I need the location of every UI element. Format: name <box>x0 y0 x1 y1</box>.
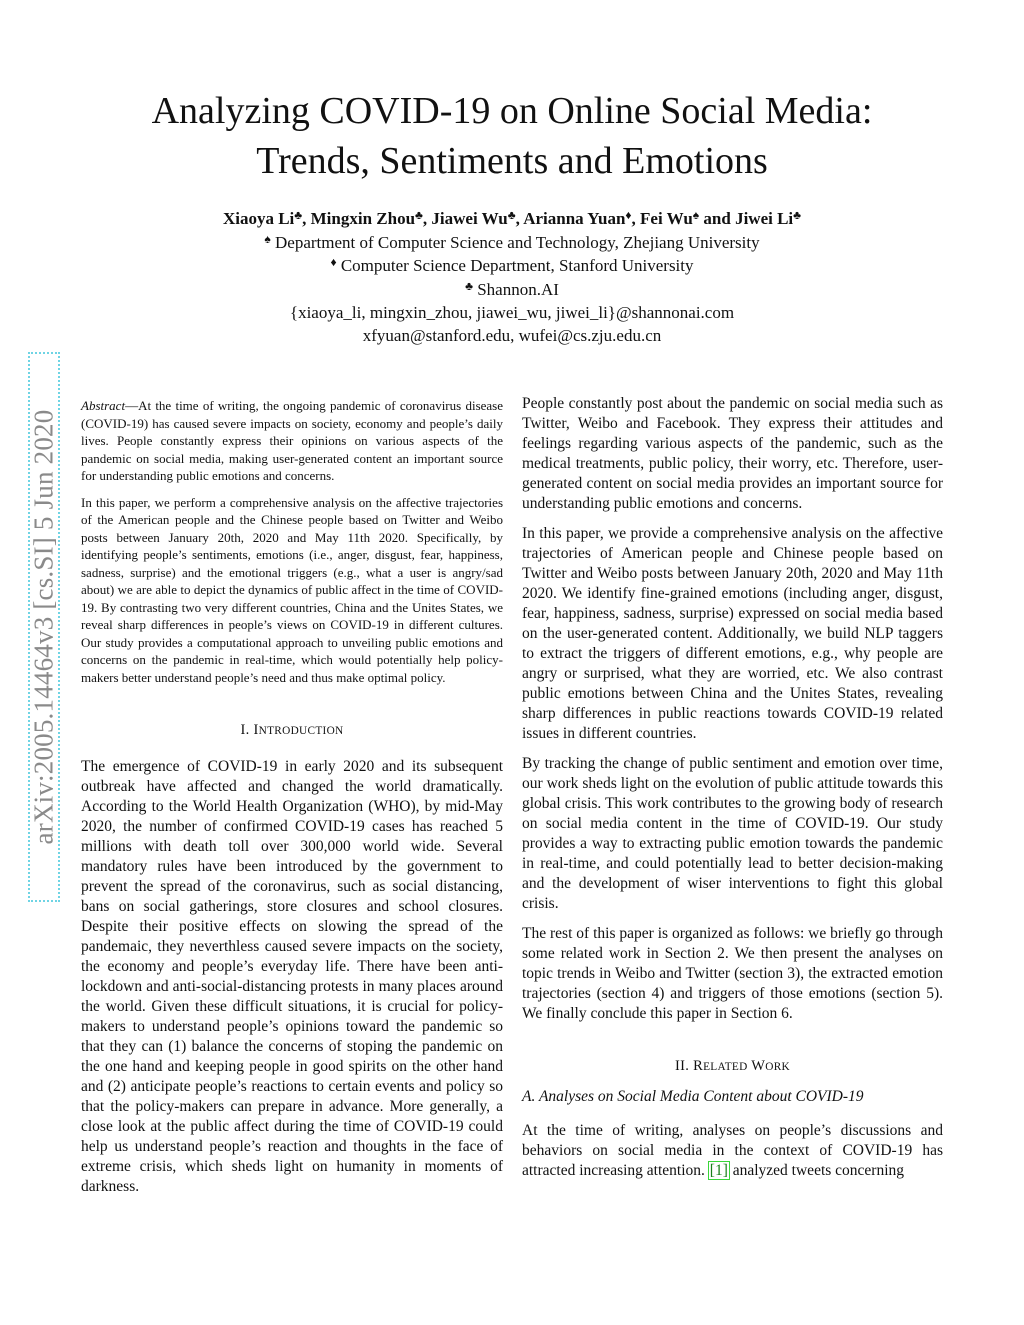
right-column <box>522 394 943 1181</box>
section-heading-related-work: II. RELATED WORK <box>674 1058 790 1074</box>
author-names: Xiaoya Li♣, Mingxin Zhou♣, Jiawei Wu♣, Arianna Yuan♦, Fei Wu♠ and Jiwei Li♣ <box>222 208 802 228</box>
affiliation-mark-icon: ♦ <box>330 255 337 270</box>
author-name: Mingxin Zhou <box>310 209 416 228</box>
author-block <box>0 208 1024 348</box>
email-line: xfyuan@stanford.edu, wufei@cs.zju.edu.cn <box>362 325 662 345</box>
arxiv-stamp <box>28 352 60 902</box>
abstract <box>81 397 503 686</box>
affiliation-line: ♦ Computer Science Department, Stanford University <box>330 255 694 276</box>
subsection-heading: A. Analyses on Social Media Content about COVID-19 <box>522 1088 864 1105</box>
affiliation-mark-icon: ♣ <box>793 208 802 222</box>
abstract-paragraph: In this paper, we perform a comprehensive analysis on the affective trajectories of the American people and the Chinese people based on Twitter and Weibo posts between January 20th, 2020 and May 11th 2020. Specifically, by identifying people’s sentiments, emotions (i.e., anger, disgust, fear, happiness, sadness, surprise) and the emotional triggers (e.g., what a user is angry/sad about) we are able to depict the dynamics of public affect in the time of COVID-19. By contrasting two very different countries, China and the Unites States, we reveal sharp differences in people’s views on COVID-19 in different cultures. Our study provides a computational approach to unveiling public emotions and concerns on the pandemic in real-time, which would potentially help policy-makers better understand people’s need and thus make optimal policy. <box>81 494 503 685</box>
citation-link[interactable]: [1] <box>709 1162 728 1179</box>
body-paragraph: By tracking the change of public sentiment and emotion over time, our work sheds light on the evolution of public attitude towards this global crisis. This work contributes to the growing body of research on social media content in the time of COVID-19. Our study provides a way to extracting public emotion towards the pandemic in real-time, and could potentially lead to better decision-making and the development of wiser interventions to fight this global crisis. <box>522 755 943 912</box>
affiliations <box>0 232 1024 303</box>
body-paragraph: At the time of writing, analyses on people’s discussions and behaviors on social media in the context of COVID-19 has attracted increasing attention. [1] analyzed tweets concerning <box>522 1122 943 1179</box>
body-paragraph: People constantly post about the pandemic on social media such as Twitter, Weibo and Facebook. They express their attitudes and feelings regarding various aspects of the pandemic, such as the medical treatments, public policy, their worry, etc. Therefore, user-generated content on social media provides an important source for understanding public emotions and concerns. <box>522 395 943 512</box>
affiliation-mark-icon: ♣ <box>294 208 303 222</box>
affiliation-line: ♠ Department of Computer Science and Technology, Zhejiang University <box>264 231 760 252</box>
title-line: Trends, Sentiments and Emotions <box>256 140 768 182</box>
author-name: Fei Wu <box>640 209 693 228</box>
section-heading-introduction: I. INTRODUCTION <box>240 722 344 738</box>
arxiv-id-link[interactable]: arXiv:2005.14464v3 [cs.SI] 5 Jun 2020 <box>28 409 59 845</box>
affiliation-mark-icon: ♣ <box>415 208 423 222</box>
affiliation-mark-icon: ♠ <box>692 208 700 222</box>
affiliation-mark-icon: ♣ <box>507 208 516 222</box>
abstract-label: Abstract <box>81 398 126 413</box>
author-name: Xiaoya Li <box>222 209 295 228</box>
body-paragraph: The emergence of COVID-19 in early 2020 and its subsequent outbreak have affected and changed the world dramatically. According to the World Health Organization (WHO), by mid-May 2020, the number of confirmed COVID-19 cases has reached 5 millions with death toll over 300,000 world wide. Several mandatory rules have been introduced by the government to prevent the spread of the coronavirus, such as social distancing, bans on social gatherings, store closures and school closures. Despite their positive effects on slowing the spread of the pandemaic, they neverthless caused severe impacts on the society, the economy and people’s everyday life. There have been anti-lockdown and anti-social-distancing protests in many places around the world. Given these difficult situations, it is crucial for policy-makers to understand people’s opinions toward the pandemic so that they can (1) balance the concerns of stoping the pandemic on the one hand and keeping people in good spirits on the other hand and (2) anticipate people’s reactions to certain events and policy so that the policy-makers can prepare in advance. More generally, a close look at the public affect during the time of COVID-19 could help us understand people’s reaction and thoughts in the face of extreme crisis, which sheds light on humanity in moments of darkness. <box>81 758 503 1195</box>
author-name: Jiwei Li <box>735 209 794 228</box>
author-name: Arianna Yuan <box>523 209 626 228</box>
affiliation-mark-icon: ♠ <box>264 231 271 246</box>
email-line: {xiaoya_li, mingxin_zhou, jiawei_wu, jiwei_li}@shannonai.com <box>289 303 735 323</box>
paper-title <box>0 86 1024 186</box>
body-paragraph: The rest of this paper is organized as follows: we briefly go through some related work in Section 2. We then present the analyses on topic trends in Weibo and Twitter (section 3), the extracted emotion trajectories (section 4) and triggers of those emotions (section 5). We finally conclude this paper in Section 6. <box>522 925 943 1022</box>
body-paragraph: In this paper, we provide a comprehensive analysis on the affective trajectories of American people and Chinese people based on Twitter and Weibo posts between January 20th, 2020 and May 11th 2020. We identify fine-grained emotions (including anger, disgust, fear, happiness, sadness, surprise) expressed on social media based on the user-generated content. Additionally, we build NLP taggers to extract the triggers of different emotions, e.g., why people are angry or surprised, what they are worried, etc. We also contrast public emotions between China and the Unites States, revealing sharp differences in public reactions towards COVID-19 related issues in different countries. <box>522 525 943 742</box>
left-column <box>81 397 503 1197</box>
author-name: Jiawei Wu <box>431 209 508 228</box>
abstract-paragraph: —At the time of writing, the ongoing pandemic of coronavirus disease (COVID-19) has caused severe impacts on society, economy and people’s daily lives. People constantly express their opinions on various aspects of the pandemic on social media, making user-generated content an important source for understanding public emotions and concerns. <box>81 398 503 483</box>
title-line: Analyzing COVID-19 on Online Social Media: <box>151 90 873 132</box>
affiliation-line: ♣ Shannon.AI <box>465 278 559 299</box>
affiliation-mark-icon: ♦ <box>625 208 632 222</box>
affiliation-mark-icon: ♣ <box>465 278 473 293</box>
